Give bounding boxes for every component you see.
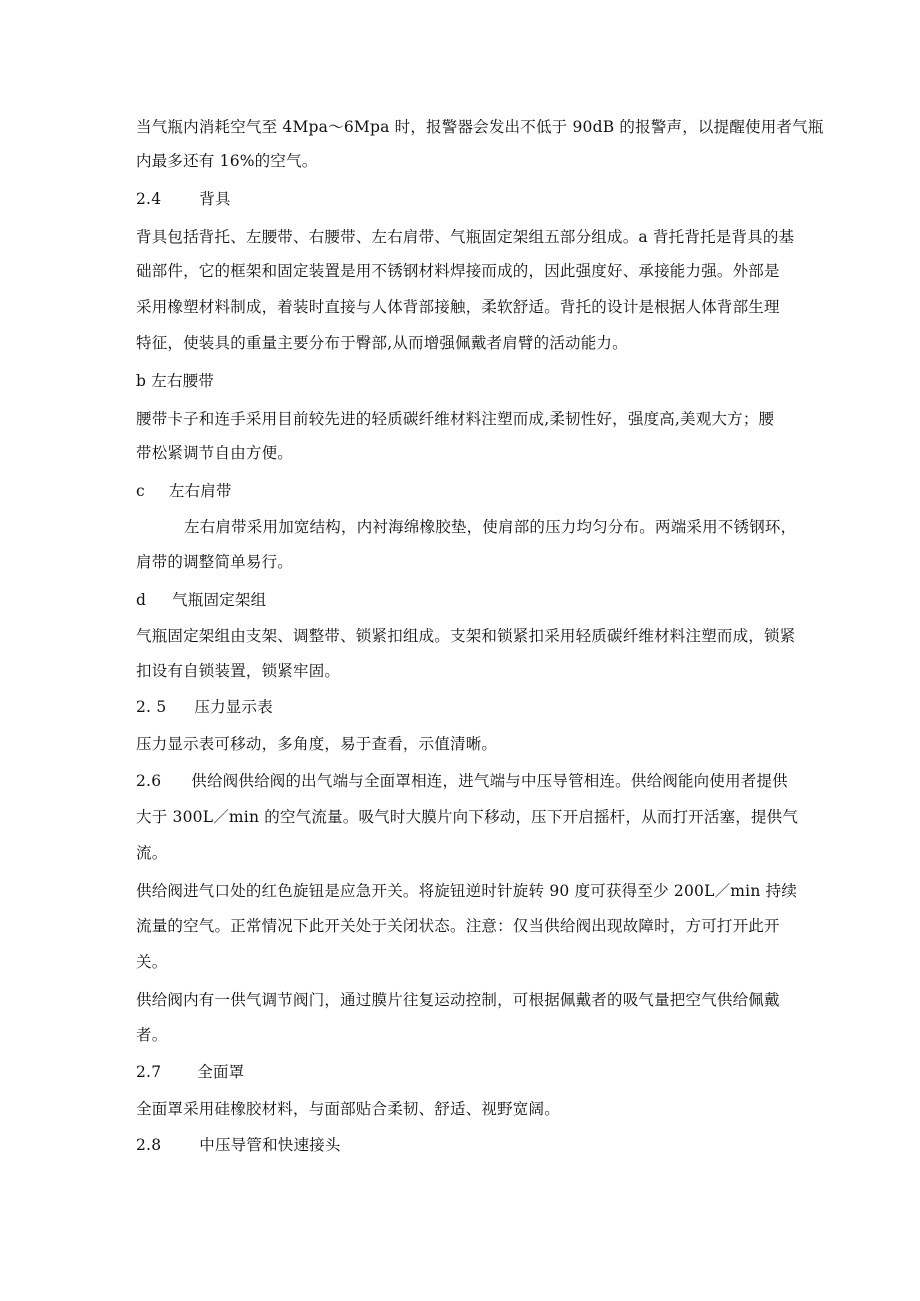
section-heading-2-4 <box>136 184 231 214</box>
subsection-heading-d <box>136 585 266 615</box>
section-title: 全面罩 <box>197 1063 245 1081</box>
section-title: 压力显示表 <box>194 698 273 716</box>
section-text: 供给阀供给阀的出气端与全面罩相连，进气端与中压导管相连。供给阀能向使用者提供 <box>191 772 788 790</box>
paragraph-line: 流量的空气。正常情况下此开关处于关闭状态。注意：仅当供给阀出现故障时，方可打开此开 <box>136 917 780 935</box>
paragraph-line: 供给阀内有一供气调节阀门，通过膜片往复运动控制，可根据佩戴者的吸气量把空气供给佩戴 <box>136 991 780 1009</box>
paragraph-line: 左右肩带采用加宽结构，内衬海绵橡胶垫，使肩部的压力均匀分布。两端采用不锈钢环， <box>184 518 797 536</box>
paragraph-line: 当气瓶内消耗空气至 4Mpa～6Mpa 时，报警器会发出不低于 90dB 的报警声，以提醒使用者气瓶 <box>136 118 824 136</box>
section-heading-2-8 <box>136 1130 341 1160</box>
section-heading-2-7 <box>136 1057 244 1087</box>
paragraph-line: 采用橡塑材料制成，着装时直接与人体背部接触，柔软舒适。背托的设计是根据人体背部生理 <box>136 298 780 316</box>
section-number: 2.4 <box>136 190 162 208</box>
paragraph-line: 者。 <box>136 1026 168 1044</box>
paragraph-line: 流。 <box>136 844 168 862</box>
paragraph-line: 气瓶固定架组由支架、调整带、锁紧扣组成。支架和锁紧扣采用轻质碳纤维材料注塑而成，锁紧 <box>136 627 796 645</box>
subsection-title: 气瓶固定架组 <box>172 591 267 609</box>
section-heading-2-6 <box>136 766 788 796</box>
paragraph-line: 压力显示表可移动，多角度，易于查看，示值清晰。 <box>136 735 498 753</box>
section-number: 2.7 <box>136 1063 162 1081</box>
paragraph-line: 内最多还有 16%的空气。 <box>136 152 318 170</box>
paragraph-line: 全面罩采用硅橡胶材料，与面部贴合柔韧、舒适、视野宽阔。 <box>136 1100 560 1118</box>
subsection-heading-b: b 左右腰带 <box>136 372 215 390</box>
subsection-heading-c <box>136 476 232 506</box>
paragraph-line: 供给阀进气口处的红色旋钮是应急开关。将旋钮逆时针旋转 90 度可获得至少 200L／min 持续 <box>136 882 798 900</box>
paragraph-line: 础部件，它的框架和固定装置是用不锈钢材料焊接而成的，因此强度好、承接能力强。外部是 <box>136 262 780 280</box>
subsection-letter: c <box>136 482 145 500</box>
paragraph-line: 关。 <box>136 953 168 971</box>
paragraph-line: 带松紧调节自由方便。 <box>136 444 294 462</box>
section-number: 2.6 <box>136 772 162 790</box>
section-heading-2-5 <box>136 692 273 722</box>
section-title: 背具 <box>199 190 231 208</box>
section-number: 2. 5 <box>136 698 167 716</box>
section-title: 中压导管和快速接头 <box>199 1136 341 1154</box>
subsection-title: 左右肩带 <box>168 482 232 500</box>
paragraph-line: 背具包括背托、左腰带、右腰带、左右肩带、气瓶固定架组五部分组成。a 背托背托是背具的基 <box>136 228 795 246</box>
paragraph-line: 特征，使装具的重量主要分布于臀部,从而增强佩戴者肩臂的活动能力。 <box>136 334 628 352</box>
paragraph-line: 腰带卡子和连手采用目前较先进的轻质碳纤维材料注塑而成,柔韧性好，强度高,美观大方；腰 <box>136 410 775 428</box>
paragraph-line: 扣设有自锁装置，锁紧牢固。 <box>136 662 341 680</box>
subsection-letter: d <box>136 591 147 609</box>
paragraph-line: 大于 300L／min 的空气流量。吸气时大膜片向下移动，压下开启摇杆，从而打开活塞，提供气 <box>136 808 799 826</box>
paragraph-line: 肩带的调整简单易行。 <box>136 553 294 571</box>
section-number: 2.8 <box>136 1136 162 1154</box>
